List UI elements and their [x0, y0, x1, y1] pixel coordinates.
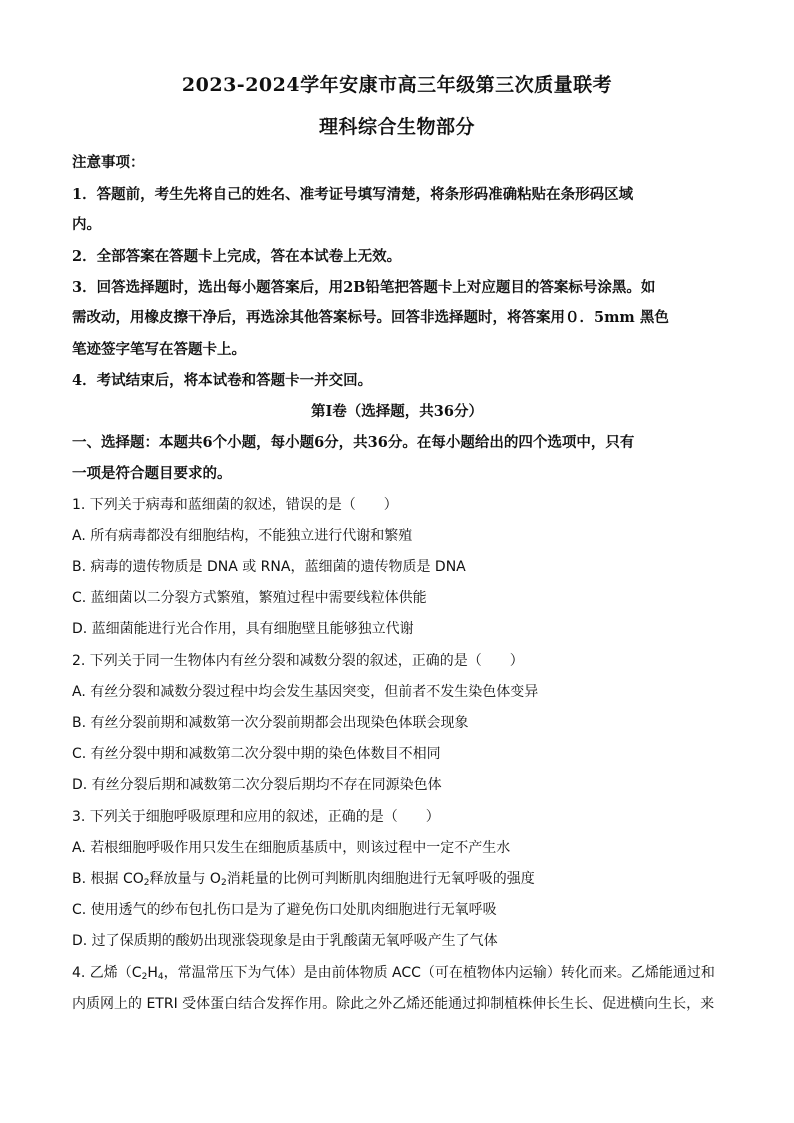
section-instruction-line-1: 一、选择题：本题共6个小题，每小题6分，共36分。在每小题给出的四个选项中，只有	[72, 434, 635, 451]
notes-heading: 注意事项：	[72, 154, 145, 171]
exam-subtitle: 理科综合生物部分	[318, 116, 475, 138]
question-3-option-a: A. 若根细胞呼吸作用只发生在细胞质基质中，则该过程中一定不产生水	[72, 840, 511, 856]
question-3-option-d: D. 过了保质期的酸奶出现涨袋现象是由于乳酸菌无氧呼吸产生了气体	[72, 933, 498, 949]
question-4-line-1: 4. 乙烯（$C_2H_4$，常温常压下为气体）是由前体物质 ACC（可在植物体内运输）转化而来。乙烯能通过和	[72, 965, 715, 982]
section-instruction-line-2: 一项是符合题目要求的。	[72, 465, 232, 482]
question-2-option-d: D. 有丝分裂后期和减数第二次分裂后期均不存在同源染色体	[72, 777, 442, 793]
note-1-line-2: 内。	[72, 216, 101, 233]
note-2: 2．全部答案在答题卡上完成，答在本试卷上无效。	[72, 248, 402, 265]
note-3-line-1: 3．回答选择题时，选出每小题答案后，用2B铅笔把答题卡上对应题目的答案标号涂黑。如	[72, 279, 656, 296]
question-3-option-c: C. 使用透气的纱布包扎伤口是为了避免伤口处肌肉细胞进行无氧呼吸	[72, 902, 497, 918]
note-4: 4．考试结束后，将本试卷和答题卡一并交回。	[72, 372, 373, 389]
note-3-line-2: 需改动，用橡皮擦干净后，再选涂其他答案标号。回答非选择题时，将答案用０．5mm 黑色	[72, 309, 669, 326]
section-title: 第Ⅰ卷（选择题，共36分）	[311, 403, 483, 420]
question-1-stem: 1. 下列关于病毒和蓝细菌的叙述，错误的是（ ）	[72, 497, 398, 513]
question-4-line-2: 内质网上的 ETRI 受体蛋白结合发挥作用。除此之外乙烯还能通过抑制植株伸长生长、促进横向生长，来	[72, 996, 715, 1012]
question-2-option-c: C. 有丝分裂中期和减数第二次分裂中期的染色体数目不相同	[72, 746, 441, 762]
exam-title: 2023-2024学年安康市高三年级第三次质量联考	[181, 74, 613, 96]
question-2-option-a: A. 有丝分裂和减数分裂过程中均会发生基因突变，但前者不发生染色体变异	[72, 684, 539, 700]
note-1-line-1: 1．答题前，考生先将自己的姓名、准考证号填写清楚，将条形码准确粘贴在条形码区域	[72, 186, 634, 203]
question-1-option-b: B. 病毒的遗传物质是 DNA 或 RNA，蓝细菌的遗传物质是 DNA	[72, 559, 466, 575]
question-1-option-a: A. 所有病毒都没有细胞结构，不能独立进行代谢和繁殖	[72, 528, 413, 544]
question-2-option-b: B. 有丝分裂前期和减数第一次分裂前期都会出现染色体联会现象	[72, 715, 469, 731]
question-1-option-d: D. 蓝细菌能进行光合作用，具有细胞壁且能够独立代谢	[72, 621, 414, 637]
question-3-option-b: B. 根据 $CO_2$释放量与 $O_2$消耗量的比例可判断肌肉细胞进行无氧呼吸的强度	[72, 871, 535, 888]
note-3-line-3: 笔迹签字笔写在答题卡上。	[72, 341, 246, 358]
question-2-stem: 2. 下列关于同一生物体内有丝分裂和减数分裂的叙述，正确的是（ ）	[72, 653, 524, 669]
question-3-stem: 3. 下列关于细胞呼吸原理和应用的叙述，正确的是（ ）	[72, 809, 440, 825]
question-1-option-c: C. 蓝细菌以二分裂方式繁殖，繁殖过程中需要线粒体供能	[72, 590, 427, 606]
